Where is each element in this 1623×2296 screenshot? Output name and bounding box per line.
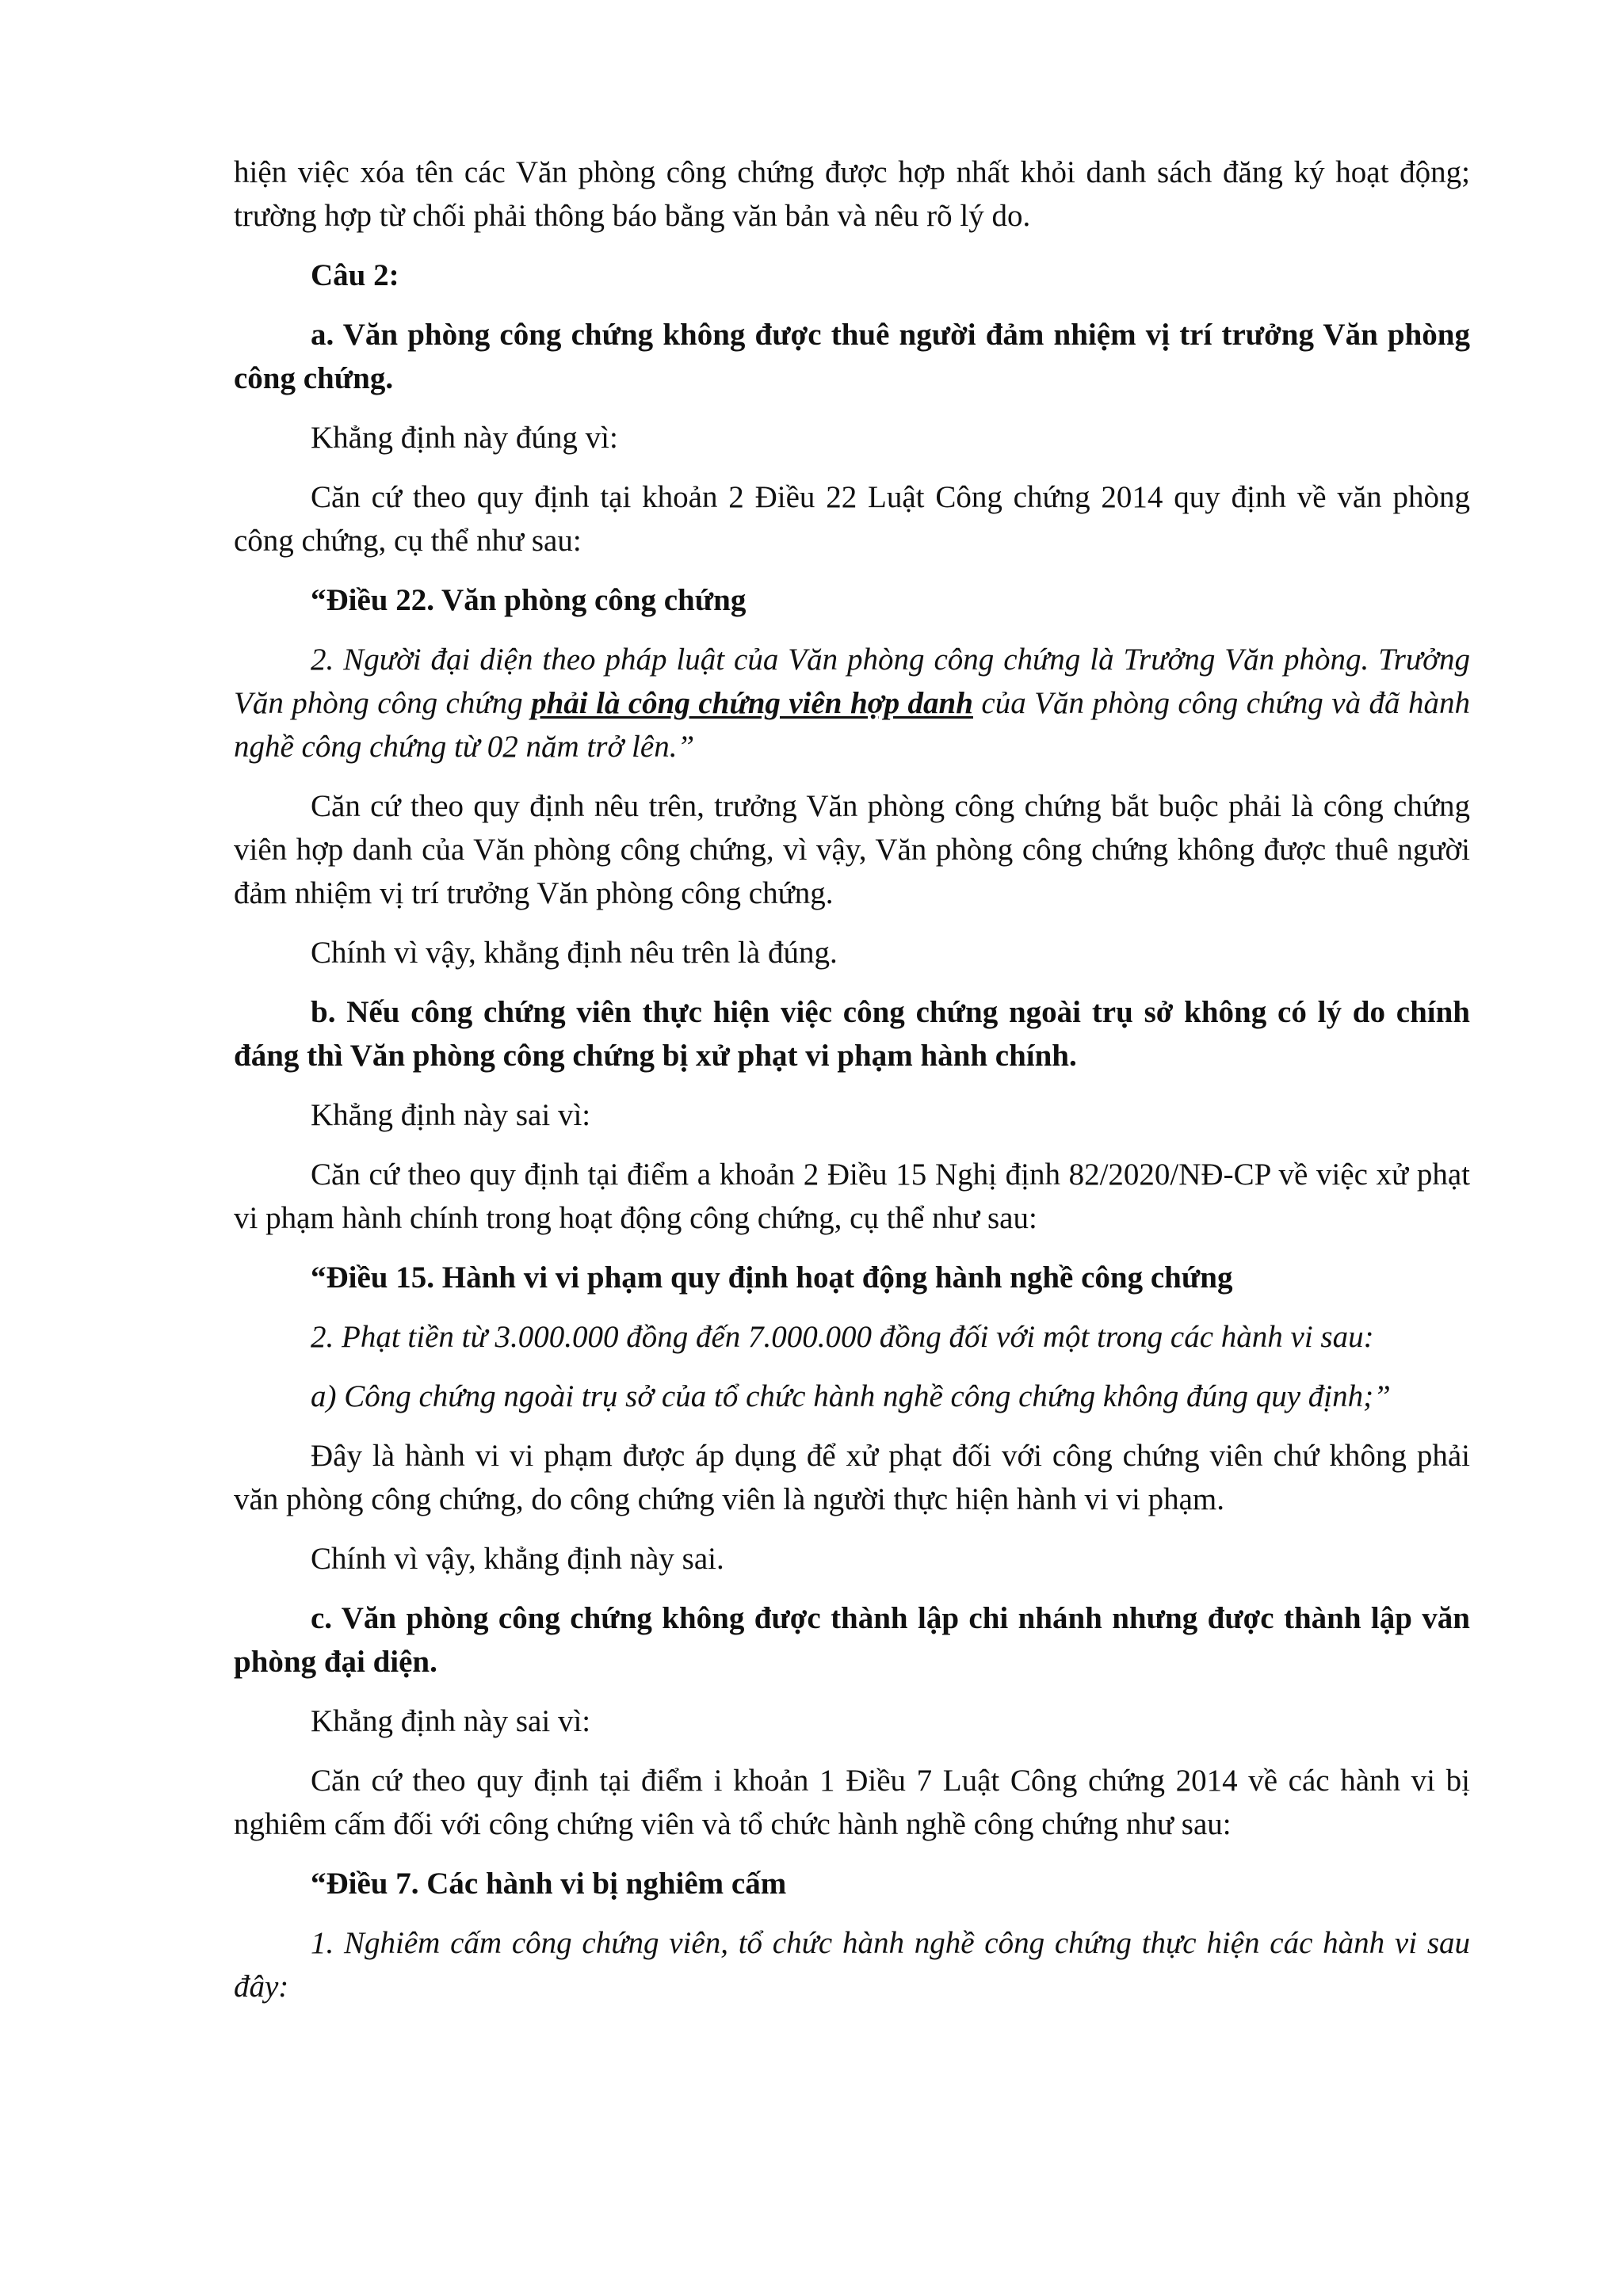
article-7-clause-1: 1. Nghiêm cấm công chứng viên, tổ chức hành nghề công chứng thực hiện các hành vi sau đây:	[234, 1926, 1470, 2004]
verdict-c: Khẳng định này sai vì:	[311, 1704, 591, 1738]
article-7-title: “Điều 7. Các hành vi bị nghiêm cấm	[311, 1867, 787, 1901]
analysis-b: Đây là hành vi vi phạm được áp dụng để xử phạt đối với công chứng viên chứ không phải văn phòng công chứng, do công chứng viên là người thực hiện hành vi vi phạm.	[234, 1439, 1470, 1516]
analysis-a: Căn cứ theo quy định nêu trên, trưởng Văn phòng công chứng bắt buộc phải là công chứng viên hợp danh của Văn phòng công chứng, vì vậy, Văn phòng công chứng không được thuê người đảm nhiệm vị trí trưởng Văn phòng công chứng.	[234, 789, 1470, 910]
statement-b: b. Nếu công chứng viên thực hiện việc công chứng ngoài trụ sở không có lý do chính đáng thì Văn phòng công chứng bị xử phạt vi phạm hành chính.	[234, 995, 1470, 1073]
quote-text-before: 2. Người đại diện theo pháp luật của Văn phòng công chứng là Trưởng Văn phòng. Trưởng Văn phòng công chứng	[234, 643, 1470, 720]
statement-a: a. Văn phòng công chứng không được thuê người đảm nhiệm vị trí trưởng Văn phòng công chứng.	[234, 318, 1470, 395]
verdict-a: Khẳng định này đúng vì:	[311, 421, 618, 455]
statement-c: c. Văn phòng công chứng không được thành lập chi nhánh nhưng được thành lập văn phòng đại diện.	[234, 1601, 1470, 1679]
article-15-clause-2: 2. Phạt tiền từ 3.000.000 đồng đến 7.000.000 đồng đối với một trong các hành vi sau:	[311, 1320, 1374, 1354]
article-15-point-a: a) Công chứng ngoài trụ sở của tổ chức hành nghề công chứng không đúng quy định;”	[311, 1379, 1391, 1413]
verdict-b: Khẳng định này sai vì:	[311, 1098, 591, 1132]
quote-text-after: của Văn phòng công chứng và đã hành nghề công chứng từ 02 năm trở lên.”	[234, 686, 1470, 764]
article-22-quote	[234, 638, 1470, 769]
article-22-title: “Điều 22. Văn phòng công chứng	[311, 583, 747, 617]
legal-basis-c: Căn cứ theo quy định tại điểm i khoản 1 Điều 7 Luật Công chứng 2014 về các hành vi bị nghiêm cấm đối với công chứng viên và tổ chức hành nghề công chứng như sau:	[234, 1764, 1470, 1841]
article-15-title: “Điều 15. Hành vi vi phạm quy định hoạt động hành nghề công chứng	[311, 1261, 1233, 1295]
conclusion-b: Chính vì vậy, khẳng định này sai.	[311, 1542, 724, 1576]
legal-basis-a: Căn cứ theo quy định tại khoản 2 Điều 22 Luật Công chứng 2014 quy định về văn phòng công chứng, cụ thể như sau:	[234, 480, 1470, 558]
quote-emphasis: phải là công chứng viên hợp danh	[531, 686, 973, 720]
legal-basis-b: Căn cứ theo quy định tại điểm a khoản 2 Điều 15 Nghị định 82/2020/NĐ-CP về việc xử phạt vi phạm hành chính trong hoạt động công chứng, cụ thể như sau:	[234, 1158, 1470, 1235]
conclusion-a: Chính vì vậy, khẳng định nêu trên là đúng.	[311, 936, 838, 970]
question-heading: Câu 2:	[311, 258, 399, 292]
paragraph-continuation: hiện việc xóa tên các Văn phòng công chứng được hợp nhất khỏi danh sách đăng ký hoạt động; trường hợp từ chối phải thông báo bằng văn bản và nêu rõ lý do.	[234, 155, 1470, 233]
document-page	[234, 151, 1470, 2024]
